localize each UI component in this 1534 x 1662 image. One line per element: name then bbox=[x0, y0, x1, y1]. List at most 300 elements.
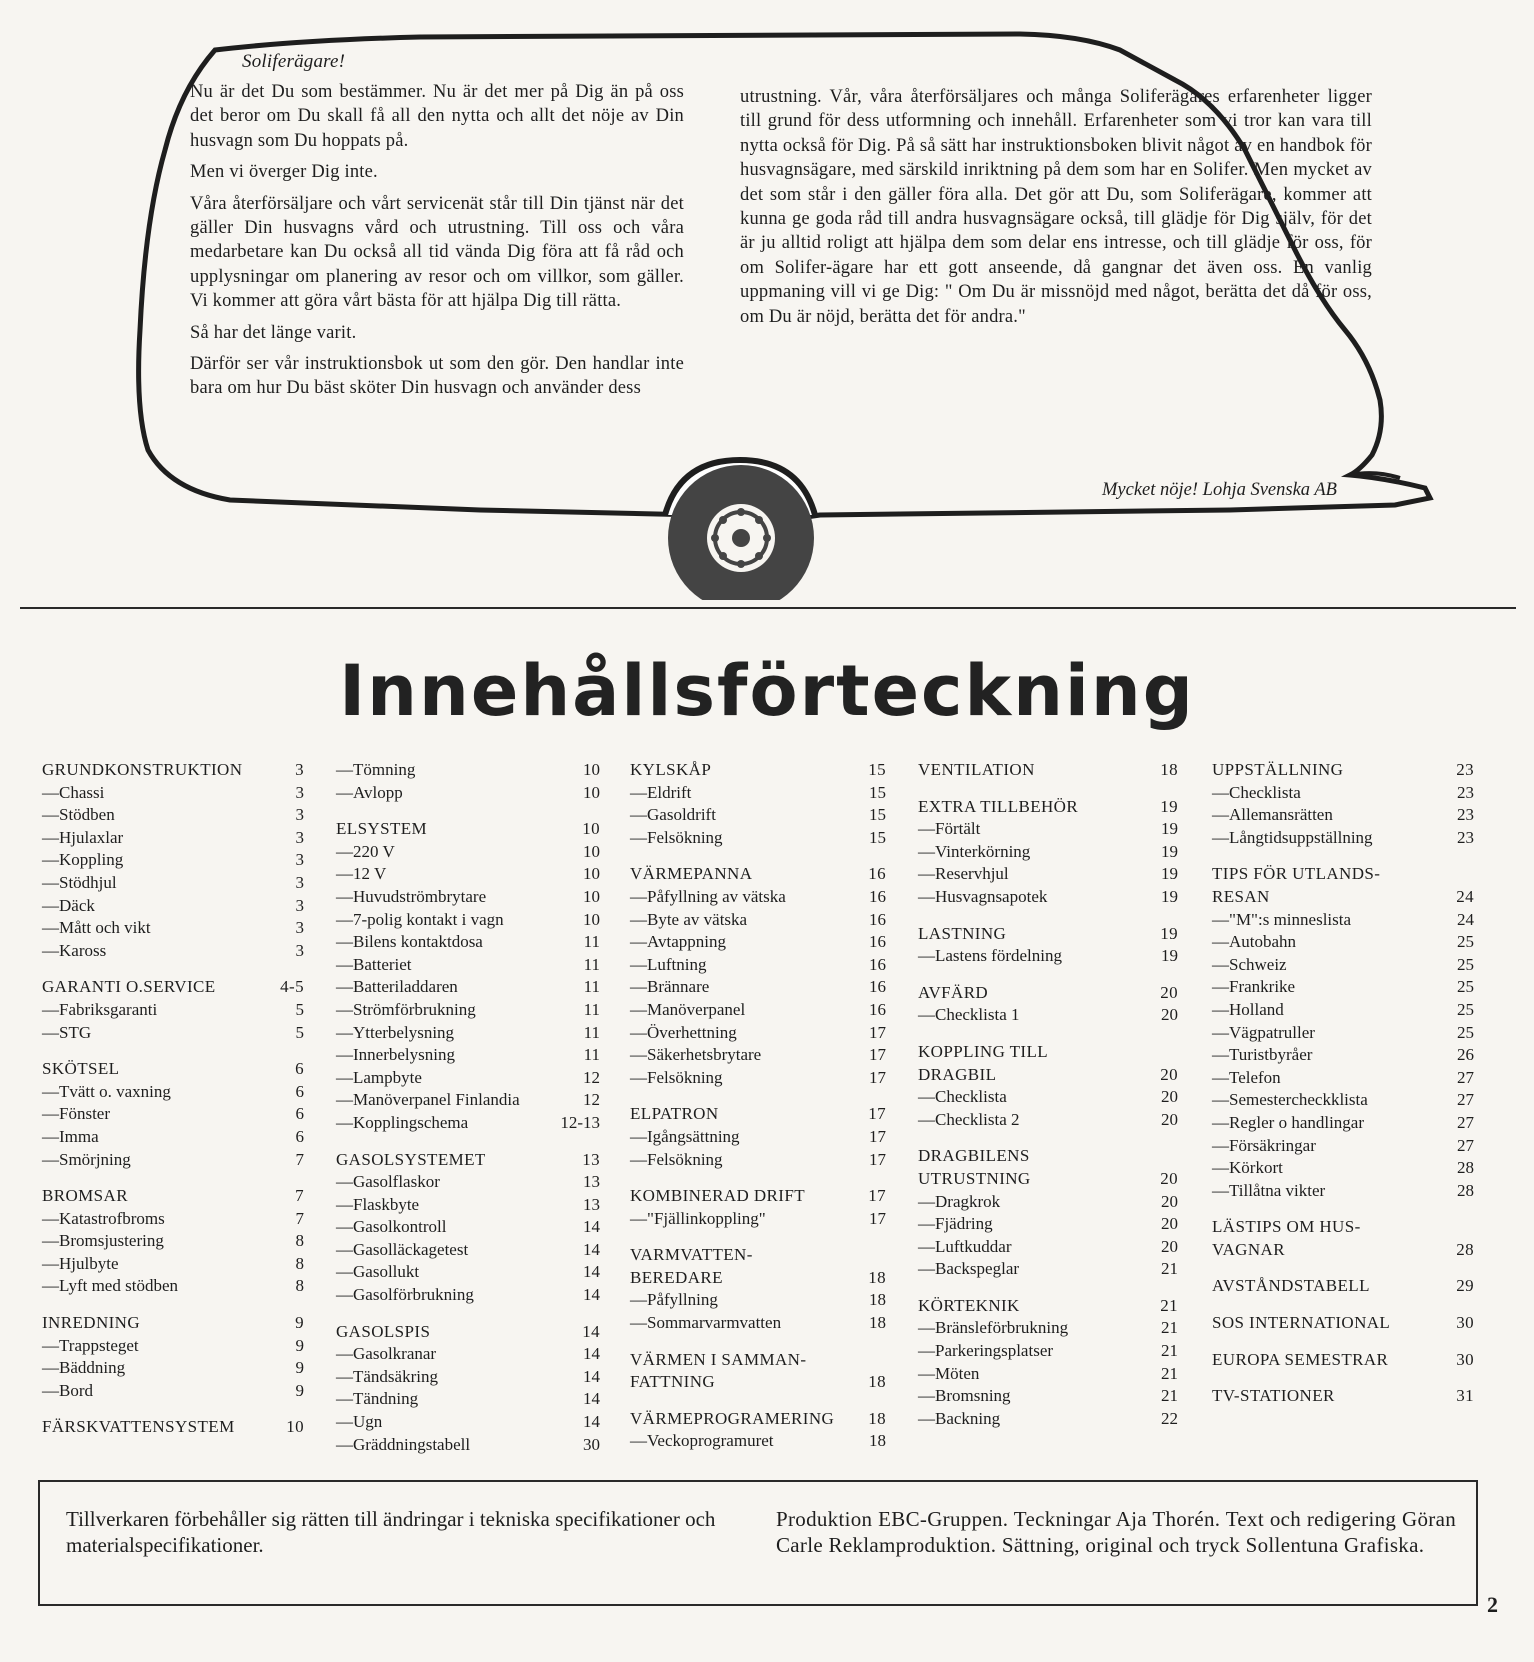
toc-entry bbox=[336, 999, 600, 1022]
toc-page-number: 16 bbox=[869, 909, 886, 929]
toc-page-number: 28 bbox=[1456, 1239, 1474, 1259]
toc-entry-label: KÖRTEKNIK bbox=[918, 1295, 1020, 1315]
toc-entry bbox=[1212, 931, 1474, 954]
toc-entry-label: DRAGBILENS bbox=[918, 1146, 1030, 1166]
toc-entry bbox=[630, 1126, 886, 1149]
toc-entry bbox=[630, 1067, 886, 1090]
toc-entry bbox=[918, 818, 1178, 841]
intro-paragraph: Men vi överger Dig inte. bbox=[190, 162, 378, 183]
toc-entry-label: —Chassi bbox=[42, 782, 105, 802]
toc-entry-label: —Koppling bbox=[42, 850, 124, 870]
toc-entry-label: VÄRMEPANNA bbox=[630, 864, 753, 884]
toc-entry bbox=[42, 940, 304, 963]
toc-page-number: 12 bbox=[583, 1067, 600, 1087]
toc-entry-label: AVSTÅNDSTABELL bbox=[1212, 1276, 1370, 1296]
toc-page-number: 17 bbox=[869, 1149, 886, 1169]
toc-entry bbox=[336, 1171, 600, 1194]
toc-section-heading bbox=[42, 976, 304, 999]
toc-page-number: 5 bbox=[295, 1022, 304, 1042]
toc-page-number: 18 bbox=[868, 1267, 886, 1287]
toc-entry bbox=[918, 1363, 1178, 1386]
toc-entry bbox=[918, 1191, 1178, 1214]
toc-entry-label: TIPS FÖR UTLANDS- bbox=[1212, 864, 1381, 884]
toc-page-number: 7 bbox=[295, 1149, 304, 1169]
toc-page-number: 10 bbox=[583, 760, 600, 779]
toc-entry-label: UTRUSTNING bbox=[918, 1168, 1031, 1188]
toc-page-number: 17 bbox=[869, 1022, 886, 1042]
toc-entry-label: RESAN bbox=[1212, 886, 1270, 906]
toc-entry-label: —Batteriladdaren bbox=[336, 977, 458, 997]
toc-page-number: 23 bbox=[1457, 782, 1474, 802]
toc-entry-label: —Luftning bbox=[630, 954, 707, 974]
toc-page-number: 14 bbox=[583, 1412, 600, 1432]
toc-page-number: 30 bbox=[1456, 1349, 1474, 1369]
toc-entry-label: —Reservhjul bbox=[918, 864, 1009, 884]
toc-section-heading bbox=[1212, 1312, 1474, 1335]
toc-column-2 bbox=[336, 759, 600, 1456]
toc-page-number: 23 bbox=[1457, 827, 1474, 847]
toc-page-number: 9 bbox=[295, 1358, 304, 1378]
toc-entry-label: —Husvagnsapotek bbox=[918, 886, 1048, 906]
toc-entry-label: —Påfyllning av vätska bbox=[630, 886, 786, 906]
toc-section-heading bbox=[918, 1168, 1178, 1191]
toc-entry-label: —Gasolläckagetest bbox=[336, 1239, 469, 1259]
toc-entry-label: —Bord bbox=[42, 1380, 93, 1400]
toc-entry-label: —Schweiz bbox=[1212, 954, 1287, 974]
toc-entry-label: —Säkerhetsbrytare bbox=[630, 1045, 762, 1065]
intro-right-column bbox=[740, 85, 1372, 336]
toc-section-heading bbox=[918, 759, 1178, 782]
toc-entry bbox=[630, 1022, 886, 1045]
toc-entry bbox=[1212, 1135, 1474, 1158]
toc-entry bbox=[630, 1149, 886, 1172]
toc-page-number: 7 bbox=[295, 1186, 304, 1206]
toc-entry-label: —Tömning bbox=[336, 760, 416, 779]
toc-entry bbox=[1212, 827, 1474, 850]
toc-page-number: 3 bbox=[295, 895, 304, 915]
toc-page-number: 13 bbox=[583, 1194, 600, 1214]
toc-page-number: 14 bbox=[583, 1366, 600, 1386]
toc-entry-label: —Tvätt o. vaxning bbox=[42, 1081, 171, 1101]
toc-section-heading bbox=[630, 1267, 886, 1290]
toc-entry bbox=[336, 1239, 600, 1262]
toc-entry-label: —Fabriksgaranti bbox=[42, 999, 158, 1019]
toc-entry-label: —Avlopp bbox=[336, 782, 403, 802]
toc-entry-label: —Lyft med stödben bbox=[42, 1276, 178, 1296]
toc-entry bbox=[336, 909, 600, 932]
toc-entry-label: —Checklista 2 bbox=[918, 1109, 1020, 1129]
toc-entry-label: —Byte av vätska bbox=[630, 909, 748, 929]
toc-column-5 bbox=[1212, 759, 1474, 1408]
toc-page-number: 10 bbox=[583, 782, 600, 802]
toc-page-number: 16 bbox=[869, 932, 886, 952]
footer-disclaimer: Tillverkaren förbehåller sig rätten till ändringar i tekniska specifikationer och materialspecifikationer. bbox=[66, 1507, 716, 1557]
toc-entry-label: —Fjädring bbox=[918, 1214, 993, 1234]
toc-entry bbox=[918, 1086, 1178, 1109]
toc-page-number: 23 bbox=[1456, 760, 1474, 779]
toc-entry-label: —Manöverpanel bbox=[630, 999, 746, 1019]
toc-entry bbox=[336, 1022, 600, 1045]
toc-entry-label: —Gasoldrift bbox=[630, 805, 716, 825]
toc-entry-label: —Checklista 1 bbox=[918, 1005, 1020, 1025]
toc-entry bbox=[630, 827, 886, 850]
toc-entry-label: —Backning bbox=[918, 1408, 1001, 1428]
toc-column-1 bbox=[42, 759, 304, 1439]
toc-entry-label: —Felsökning bbox=[630, 1149, 723, 1169]
toc-entry bbox=[42, 1126, 304, 1149]
toc-entry-label: —Regler o handlingar bbox=[1212, 1112, 1365, 1132]
toc-entry bbox=[336, 1216, 600, 1239]
toc-section-heading bbox=[1212, 1275, 1474, 1298]
toc-page-number: 11 bbox=[583, 932, 600, 952]
toc-entry bbox=[42, 1253, 304, 1276]
toc-entry-label: —Eldrift bbox=[630, 782, 692, 802]
toc-section-heading bbox=[630, 1185, 886, 1208]
toc-page-number: 5 bbox=[295, 999, 304, 1019]
toc-page-number: 20 bbox=[1161, 1087, 1178, 1107]
toc-entry-label: —Holland bbox=[1212, 999, 1284, 1019]
toc-entry bbox=[336, 886, 600, 909]
toc-entry-label: —Turistbyråer bbox=[1212, 1045, 1313, 1065]
toc-section-heading bbox=[918, 923, 1178, 946]
toc-entry-label: —Imma bbox=[42, 1126, 99, 1146]
toc-entry-label: —Bäddning bbox=[42, 1358, 126, 1378]
toc-entry-label: —Luftkuddar bbox=[918, 1236, 1012, 1256]
toc-entry-label: —"Fjällinkoppling" bbox=[630, 1208, 766, 1228]
toc-entry-label: —Huvudströmbrytare bbox=[336, 886, 487, 906]
toc-page-number: 19 bbox=[1160, 796, 1178, 816]
toc-entry bbox=[1212, 1022, 1474, 1045]
toc-page-number: 24 bbox=[1457, 909, 1474, 929]
toc-column-3 bbox=[630, 759, 886, 1453]
toc-entry-label: —Vinterkörning bbox=[918, 841, 1031, 861]
toc-entry bbox=[918, 1340, 1178, 1363]
toc-entry-label: TV-STATIONER bbox=[1212, 1386, 1335, 1406]
toc-page-number: 10 bbox=[286, 1417, 304, 1437]
toc-section-heading bbox=[630, 1371, 886, 1394]
toc-entry-label: —Kaross bbox=[42, 940, 107, 960]
toc-section-heading bbox=[336, 818, 600, 841]
intro-paragraph: Så har det länge varit. bbox=[190, 322, 357, 343]
toc-entry-label: GASOLSYSTEMET bbox=[336, 1149, 486, 1169]
toc-entry bbox=[42, 782, 304, 805]
footer-credits: Produktion EBC-Gruppen. Teckningar Aja Thorén. Text och redigering Göran Carle Reklamproduktion. Sättning, original och tryck Sollentuna Grafiska. bbox=[776, 1507, 1456, 1557]
toc-entry-label: VARMVATTEN- bbox=[630, 1245, 753, 1265]
toc-page-number: 20 bbox=[1161, 1236, 1178, 1256]
intro-paragraph: Nu är det Du som bestämmer. Nu är det mer på Dig än på oss det beror om Du skall få all den nytta och allt det nöje av Din husvagn som Du hoppats på. bbox=[190, 82, 684, 151]
toc-entry bbox=[336, 931, 600, 954]
toc-page-number: 15 bbox=[868, 760, 886, 779]
toc-page-number: 11 bbox=[583, 999, 600, 1019]
toc-entry-label: UPPSTÄLLNING bbox=[1212, 760, 1344, 779]
intro-greeting: Soliferägare! bbox=[242, 51, 346, 72]
toc-page-number: 17 bbox=[868, 1186, 886, 1206]
toc-entry bbox=[336, 863, 600, 886]
toc-entry-label: —Semestercheckklista bbox=[1212, 1090, 1368, 1110]
toc-entry bbox=[630, 1430, 886, 1453]
toc-page-number: 20 bbox=[1161, 1005, 1178, 1025]
toc-entry bbox=[42, 895, 304, 918]
toc-page-number: 27 bbox=[1457, 1090, 1474, 1110]
toc-page-number: 20 bbox=[1160, 982, 1178, 1002]
toc-entry-label: —Allemansrätten bbox=[1212, 805, 1333, 825]
toc-page-number: 24 bbox=[1456, 886, 1474, 906]
toc-entry-label: ELPATRON bbox=[630, 1104, 719, 1124]
toc-page-number: 7 bbox=[295, 1208, 304, 1228]
toc-entry-label: —Hjulbyte bbox=[42, 1253, 119, 1273]
toc-section-heading bbox=[336, 1149, 600, 1172]
toc-section-heading bbox=[918, 1295, 1178, 1318]
toc-entry bbox=[1212, 954, 1474, 977]
toc-page-number: 3 bbox=[295, 940, 304, 960]
toc-entry-label: —Igångsättning bbox=[630, 1126, 740, 1146]
toc-section-heading bbox=[1212, 1216, 1474, 1239]
toc-page-number: 3 bbox=[295, 850, 304, 870]
toc-section-heading bbox=[42, 1058, 304, 1081]
toc-page-number: 18 bbox=[868, 1408, 886, 1428]
toc-page-number: 19 bbox=[1161, 841, 1178, 861]
intro-paragraph: Våra återförsäljare och vårt servicenät står till Din tjänst när det gäller Din husvagns vård och utrustning. Till oss och våra medarbetare kan Du också all tid vända Dig föra att få råd och upplysningar om planering av resor och om villkor, som gäller. Vi kommer att göra vårt bästa för att hjälpa Dig till rätta. bbox=[190, 193, 684, 312]
toc-entry bbox=[336, 759, 600, 782]
toc-entry-label: —Överhettning bbox=[630, 1022, 737, 1042]
toc-entry-label: —Batteriet bbox=[336, 954, 412, 974]
toc-entry bbox=[630, 886, 886, 909]
toc-page-number: 15 bbox=[869, 805, 886, 825]
toc-page-number: 14 bbox=[583, 1285, 600, 1305]
toc-entry bbox=[630, 999, 886, 1022]
toc-entry-label: —Ugn bbox=[336, 1412, 383, 1432]
toc-entry-label: SOS INTERNATIONAL bbox=[1212, 1313, 1391, 1333]
toc-entry bbox=[42, 1022, 304, 1045]
toc-page-number: 8 bbox=[295, 1276, 304, 1296]
toc-entry-label: —Dragkrok bbox=[918, 1191, 1001, 1211]
toc-page-number: 26 bbox=[1457, 1045, 1474, 1065]
toc-section-heading bbox=[42, 759, 304, 782]
toc-page-number: 13 bbox=[583, 1172, 600, 1192]
toc-page-number: 20 bbox=[1160, 1064, 1178, 1084]
toc-entry bbox=[918, 1236, 1178, 1259]
toc-entry bbox=[1212, 1180, 1474, 1203]
toc-entry-label: GRUNDKONSTRUKTION bbox=[42, 760, 243, 779]
toc-page-number: 9 bbox=[295, 1313, 304, 1333]
toc-section-heading bbox=[918, 1064, 1178, 1087]
toc-entry-label: —220 V bbox=[336, 841, 395, 861]
toc-entry-label: —Trappsteget bbox=[42, 1335, 139, 1355]
toc-entry-label: VÄRMEN I SAMMAN- bbox=[630, 1349, 807, 1369]
toc-section-heading bbox=[336, 1321, 600, 1344]
intro-paragraph: Därför ser vår instruktionsbok ut som den gör. Den handlar inte bara om hur Du bäst sköter Din husvagn och använder dess bbox=[190, 354, 684, 399]
toc-entry-label: —Förtält bbox=[918, 819, 981, 839]
toc-section-heading bbox=[630, 1408, 886, 1431]
toc-page-number: 21 bbox=[1161, 1363, 1178, 1383]
toc-entry-label: —Telefon bbox=[1212, 1067, 1281, 1087]
toc-entry-label: —Bromsjustering bbox=[42, 1231, 164, 1251]
toc-entry bbox=[630, 1312, 886, 1335]
toc-page-number: 14 bbox=[583, 1239, 600, 1259]
toc-entry bbox=[918, 1258, 1178, 1281]
toc-page-number: 20 bbox=[1160, 1168, 1178, 1188]
toc-entry bbox=[42, 872, 304, 895]
toc-page-number: 23 bbox=[1457, 805, 1474, 825]
toc-page-number: 3 bbox=[295, 827, 304, 847]
toc-section-heading bbox=[1212, 886, 1474, 909]
toc-entry bbox=[336, 976, 600, 999]
toc-section-heading bbox=[918, 1041, 1178, 1064]
toc-entry-label: —Påfyllning bbox=[630, 1290, 718, 1310]
toc-page-number: 17 bbox=[869, 1208, 886, 1228]
toc-page-number: 18 bbox=[868, 1372, 886, 1392]
toc-entry-label: KOMBINERAD DRIFT bbox=[630, 1186, 805, 1206]
toc-entry bbox=[918, 1385, 1178, 1408]
toc-entry-label: —Flaskbyte bbox=[336, 1194, 420, 1214]
toc-entry bbox=[336, 1434, 600, 1457]
toc-entry-label: —"M":s minneslista bbox=[1212, 909, 1352, 929]
toc-entry-label: AVFÄRD bbox=[918, 982, 989, 1002]
toc-entry bbox=[630, 909, 886, 932]
toc-page-number: 25 bbox=[1457, 954, 1474, 974]
toc-entry-label: FATTNING bbox=[630, 1372, 716, 1392]
intro-signature: Mycket nöje! Lohja Svenska AB bbox=[1102, 480, 1337, 500]
toc-entry-label: —Checklista bbox=[1212, 782, 1301, 802]
toc-page-number: 19 bbox=[1161, 886, 1178, 906]
toc-page-number: 3 bbox=[295, 782, 304, 802]
toc-entry bbox=[630, 976, 886, 999]
toc-entry bbox=[336, 782, 600, 805]
toc-entry bbox=[336, 1067, 600, 1090]
toc-entry-label: —Katastrofbroms bbox=[42, 1208, 165, 1228]
toc-page-number: 27 bbox=[1457, 1135, 1474, 1155]
toc-page-number: 21 bbox=[1161, 1259, 1178, 1279]
toc-entry-label: —Lampbyte bbox=[336, 1067, 422, 1087]
toc-page-number: 8 bbox=[295, 1231, 304, 1251]
toc-page-number: 16 bbox=[868, 864, 886, 884]
toc-page-number: 3 bbox=[295, 805, 304, 825]
toc-entry-label: —7-polig kontakt i vagn bbox=[336, 909, 504, 929]
toc-page-number: 15 bbox=[869, 782, 886, 802]
toc-entry-label: EXTRA TILLBEHÖR bbox=[918, 796, 1079, 816]
toc-entry-label: —Ytterbelysning bbox=[336, 1022, 455, 1042]
toc-page-number: 9 bbox=[295, 1380, 304, 1400]
toc-entry-label: BEREDARE bbox=[630, 1267, 723, 1287]
toc-section-heading bbox=[630, 759, 886, 782]
toc-entry bbox=[42, 1335, 304, 1358]
toc-page-number: 25 bbox=[1457, 999, 1474, 1019]
toc-entry bbox=[336, 1366, 600, 1389]
toc-page-number: 6 bbox=[295, 1059, 304, 1079]
toc-entry bbox=[630, 782, 886, 805]
toc-entry-label: —Avtappning bbox=[630, 932, 727, 952]
toc-entry bbox=[42, 804, 304, 827]
toc-entry-label: —Hjulaxlar bbox=[42, 827, 124, 847]
toc-page-number: 21 bbox=[1161, 1386, 1178, 1406]
toc-entry-label: —Strömförbrukning bbox=[336, 999, 476, 1019]
toc-section-heading bbox=[918, 796, 1178, 819]
toc-section-heading bbox=[630, 1349, 886, 1372]
toc-page-number: 14 bbox=[583, 1217, 600, 1237]
toc-entry-label: BROMSAR bbox=[42, 1186, 128, 1206]
toc-section-heading bbox=[630, 1103, 886, 1126]
toc-entry-label: VENTILATION bbox=[918, 760, 1035, 779]
toc-entry bbox=[630, 1208, 886, 1231]
toc-entry-label: —12 V bbox=[336, 864, 387, 884]
toc-entry-label: —Gasolförbrukning bbox=[336, 1285, 474, 1305]
toc-entry-label: —Felsökning bbox=[630, 1067, 723, 1087]
toc-page-number: 6 bbox=[295, 1081, 304, 1101]
toc-entry-label: —Frankrike bbox=[1212, 977, 1296, 997]
toc-entry bbox=[336, 1388, 600, 1411]
toc-page-number: 3 bbox=[295, 760, 304, 779]
toc-page-number: 8 bbox=[295, 1253, 304, 1273]
toc-entry-label: —Veckoprogramuret bbox=[630, 1431, 774, 1451]
toc-entry-label: FÄRSKVATTENSYSTEM bbox=[42, 1417, 235, 1437]
toc-page-number: 30 bbox=[1456, 1313, 1474, 1333]
divider bbox=[20, 607, 1516, 609]
toc-entry-label: —Innerbelysning bbox=[336, 1045, 455, 1065]
toc-page-number: 30 bbox=[583, 1434, 600, 1454]
toc-page-number: 20 bbox=[1161, 1214, 1178, 1234]
toc-entry-label: EUROPA SEMESTRAR bbox=[1212, 1349, 1389, 1369]
toc-section-heading bbox=[1212, 863, 1474, 886]
toc-entry-label: —Tillåtna vikter bbox=[1212, 1180, 1326, 1200]
toc-entry-label: DRAGBIL bbox=[918, 1064, 997, 1084]
toc-page-number: 14 bbox=[582, 1321, 600, 1341]
toc-page-number: 21 bbox=[1161, 1341, 1178, 1361]
toc-page-number: 10 bbox=[583, 909, 600, 929]
toc-entry bbox=[1212, 999, 1474, 1022]
toc-entry bbox=[42, 1380, 304, 1403]
toc-entry bbox=[336, 1112, 600, 1135]
toc-entry bbox=[630, 1044, 886, 1067]
toc-entry-label: —Vägpatruller bbox=[1212, 1022, 1315, 1042]
toc-entry-label: —Parkeringsplatser bbox=[918, 1341, 1054, 1361]
toc-entry-label: —Stödben bbox=[42, 805, 115, 825]
toc-page-number: 11 bbox=[583, 954, 600, 974]
toc-entry-label: ELSYSTEM bbox=[336, 819, 428, 839]
toc-page-number: 6 bbox=[295, 1104, 304, 1124]
toc-entry-label: —Smörjning bbox=[42, 1149, 131, 1169]
toc-entry bbox=[1212, 1089, 1474, 1112]
toc-page-number: 10 bbox=[583, 864, 600, 884]
toc-page-number: 16 bbox=[869, 977, 886, 997]
toc-page-number: 6 bbox=[295, 1126, 304, 1146]
toc-entry bbox=[630, 954, 886, 977]
toc-entry bbox=[918, 1408, 1178, 1431]
toc-entry-label: —Bromsning bbox=[918, 1386, 1011, 1406]
toc-entry-label: —Stödhjul bbox=[42, 872, 117, 892]
toc-entry bbox=[42, 1208, 304, 1231]
toc-page-number: 11 bbox=[583, 977, 600, 997]
toc-page-number: 14 bbox=[583, 1389, 600, 1409]
toc-page-number: 16 bbox=[869, 954, 886, 974]
toc-entry bbox=[918, 841, 1178, 864]
toc-entry bbox=[42, 1149, 304, 1172]
toc-page-number: 10 bbox=[582, 819, 600, 839]
toc-entry bbox=[630, 931, 886, 954]
toc-section-heading bbox=[1212, 1385, 1474, 1408]
toc-page-number: 19 bbox=[1161, 946, 1178, 966]
toc-entry bbox=[1212, 976, 1474, 999]
toc-entry-label: —Gasolflaskor bbox=[336, 1172, 440, 1192]
toc-page-number: 16 bbox=[869, 999, 886, 1019]
toc-page-number: 3 bbox=[295, 918, 304, 938]
toc-entry-label: —Långtidsuppställning bbox=[1212, 827, 1373, 847]
toc-page-number: 21 bbox=[1161, 1318, 1178, 1338]
toc-entry bbox=[336, 1284, 600, 1307]
toc-page-number: 17 bbox=[869, 1045, 886, 1065]
toc-page-number: 20 bbox=[1161, 1109, 1178, 1129]
toc-page-number: 12-13 bbox=[560, 1112, 600, 1132]
toc-entry bbox=[42, 827, 304, 850]
